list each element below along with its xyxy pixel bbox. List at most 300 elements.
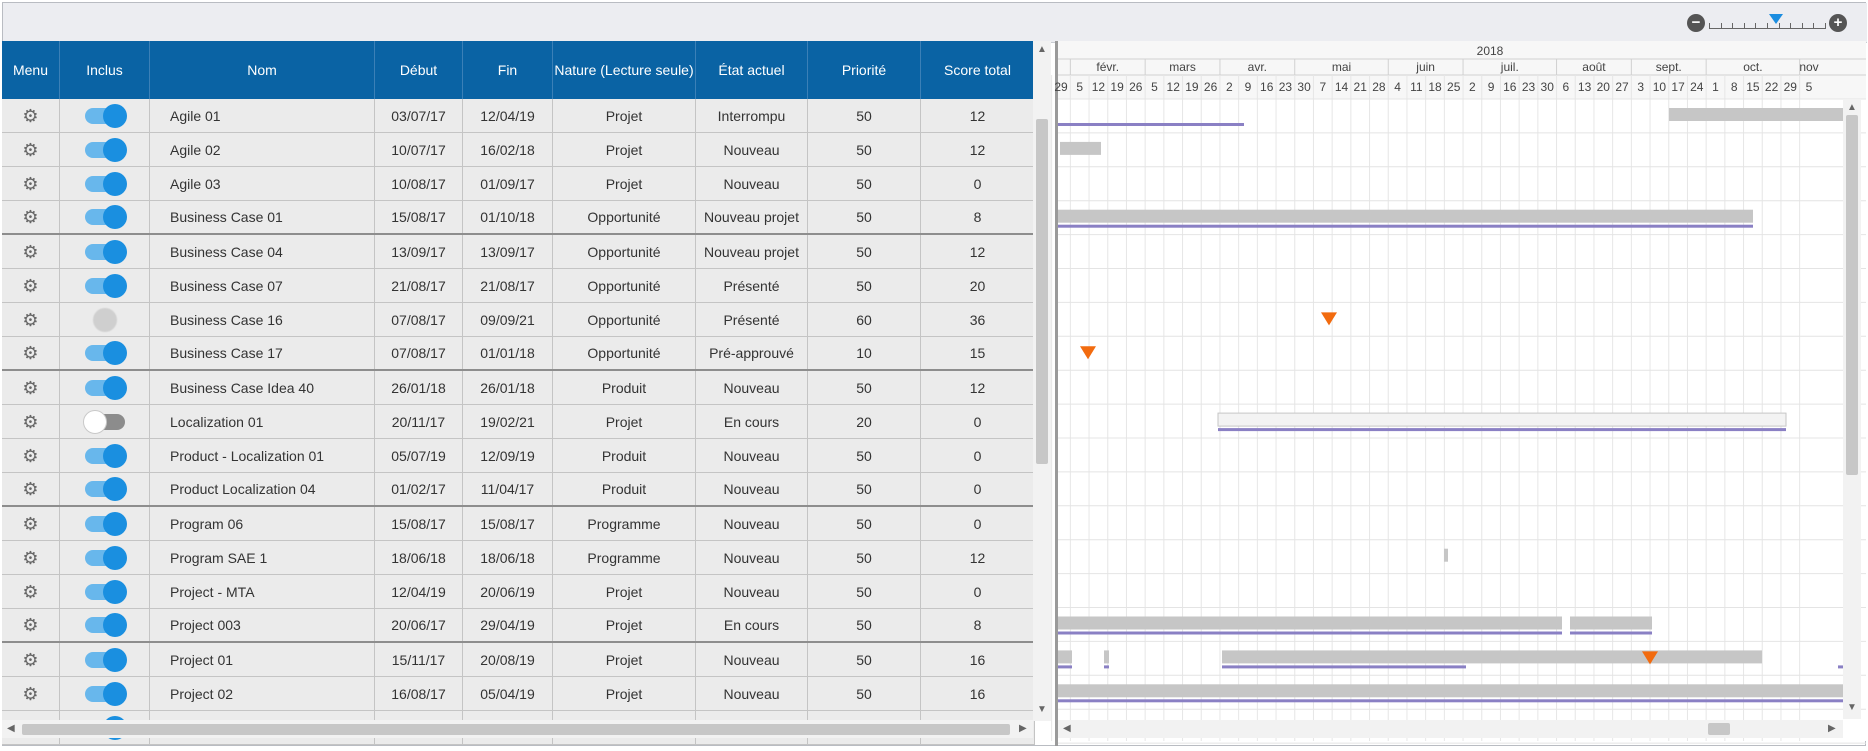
- task-bar: [1444, 549, 1448, 562]
- zoom-tick: [1732, 23, 1733, 29]
- gear-icon[interactable]: ⚙: [22, 275, 39, 296]
- start-cell: 07/08/17: [375, 303, 463, 336]
- score-cell: 0: [921, 575, 1035, 608]
- task-bar: [1060, 142, 1101, 155]
- inclus-cell: [60, 473, 150, 505]
- week-label: 1: [1712, 80, 1719, 94]
- scroll-down-icon[interactable]: ▼: [1037, 704, 1047, 715]
- score-cell: 12: [921, 133, 1035, 166]
- priority-cell: 50: [808, 575, 921, 608]
- end-cell: 13/09/17: [463, 235, 553, 268]
- toolbar: [3, 3, 1867, 43]
- menu-cell: [2, 575, 60, 608]
- gear-icon[interactable]: ⚙: [22, 207, 39, 227]
- toggle-knob: [103, 613, 127, 637]
- month-label: sept.: [1655, 60, 1682, 74]
- menu-cell: [2, 133, 60, 166]
- toggle-knob: [103, 138, 127, 162]
- menu-cell: [2, 235, 60, 268]
- week-label: 2: [1225, 80, 1233, 94]
- nature-cell: Opportunité: [553, 269, 696, 302]
- task-bar: [1058, 210, 1753, 223]
- week-label: 12: [1166, 80, 1180, 94]
- zoom-tick: [1825, 23, 1826, 29]
- start-cell: 10/07/17: [375, 133, 463, 166]
- baseline-bar: [1218, 428, 1786, 431]
- week-label: 23: [1278, 80, 1293, 94]
- end-cell: 01/09/17: [463, 167, 553, 200]
- state-cell: Pré-approuvé: [696, 337, 808, 369]
- menu-cell: [2, 677, 60, 710]
- gear-icon[interactable]: ⚙: [22, 649, 39, 670]
- toggle-knob: [93, 308, 117, 332]
- name-cell: Business Case Idea 40: [150, 371, 375, 404]
- start-cell: 15/08/17: [375, 507, 463, 540]
- gear-icon[interactable]: ⚙: [22, 411, 39, 432]
- baseline-bar: [1104, 665, 1109, 668]
- start-cell: 01/02/17: [375, 473, 463, 505]
- state-cell: En cours: [696, 609, 808, 641]
- start-cell: 20/06/17: [375, 609, 463, 641]
- include-toggle[interactable]: [85, 276, 125, 296]
- scroll-right-icon[interactable]: ▶: [1019, 723, 1027, 734]
- inclus-cell: [60, 371, 150, 404]
- menu-cell: [2, 405, 60, 438]
- week-label: 24: [1690, 80, 1704, 94]
- table-row[interactable]: [2, 643, 1035, 677]
- toggle-knob: [103, 512, 127, 536]
- priority-cell: 20: [808, 405, 921, 438]
- zoom-tick: [1755, 23, 1756, 29]
- gantt-horizontal-scroll-thumb[interactable]: [1708, 723, 1730, 735]
- score-cell: 16: [921, 677, 1035, 710]
- priority-cell: 10: [808, 337, 921, 369]
- score-cell: 0: [921, 507, 1035, 540]
- gear-icon[interactable]: ⚙: [22, 105, 39, 126]
- include-toggle[interactable]: [85, 548, 125, 568]
- gear-icon[interactable]: ⚙: [22, 343, 39, 363]
- start-cell: 05/07/19: [375, 439, 463, 472]
- score-cell: 0: [921, 439, 1035, 472]
- table-row[interactable]: [2, 609, 1035, 643]
- priority-cell: 50: [808, 235, 921, 268]
- include-toggle[interactable]: [85, 514, 125, 534]
- score-cell: 20: [921, 269, 1035, 302]
- score-cell: 0: [921, 473, 1035, 505]
- table-row[interactable]: [2, 167, 1035, 201]
- column-header-start[interactable]: Début: [375, 41, 463, 99]
- name-cell: Business Case 01: [150, 201, 375, 233]
- inclus-cell: [60, 303, 150, 336]
- month-label: oct.: [1743, 60, 1763, 74]
- toggle-knob: [103, 104, 127, 128]
- inclus-cell: [60, 677, 150, 710]
- name-cell: Business Case 07: [150, 269, 375, 302]
- week-label: 16: [1503, 80, 1517, 94]
- gantt-scroll-right-icon[interactable]: ▶: [1828, 723, 1836, 734]
- gantt-scroll-up-icon[interactable]: ▲: [1847, 102, 1857, 113]
- week-label: 12: [1091, 80, 1106, 94]
- nature-cell: Projet: [553, 575, 696, 608]
- toggle-knob: [103, 682, 127, 706]
- table-row[interactable]: [2, 541, 1035, 575]
- menu-cell: [2, 167, 60, 200]
- baseline-bar: [1058, 225, 1753, 228]
- end-cell: 29/04/19: [463, 609, 553, 641]
- include-toggle[interactable]: [85, 378, 125, 398]
- week-label: 17: [1671, 80, 1685, 94]
- nature-cell: Opportunité: [553, 235, 696, 268]
- nature-cell: Projet: [553, 167, 696, 200]
- week-label: 9: [1244, 80, 1252, 94]
- gear-icon[interactable]: ⚙: [22, 683, 39, 704]
- score-cell: 12: [921, 371, 1035, 404]
- toggle-knob: [103, 477, 127, 501]
- week-label: 16: [1260, 80, 1274, 94]
- gantt-vertical-scrollbar[interactable]: [1843, 99, 1861, 719]
- toggle-knob: [103, 172, 127, 196]
- column-header-nature[interactable]: Nature (Lecture seule): [553, 41, 696, 99]
- menu-cell: [2, 99, 60, 132]
- month-label: juin: [1416, 60, 1435, 74]
- week-label: 18: [1428, 80, 1442, 94]
- zoom-slider-thumb[interactable]: [1769, 14, 1783, 24]
- week-label: 14: [1334, 80, 1349, 94]
- name-cell: Agile 01: [150, 99, 375, 132]
- menu-cell: [2, 439, 60, 472]
- state-cell: Nouveau: [696, 133, 808, 166]
- end-cell: 09/09/21: [463, 303, 553, 336]
- priority-cell: 50: [808, 99, 921, 132]
- priority-cell: 50: [808, 677, 921, 710]
- menu-cell: [2, 507, 60, 540]
- start-cell: 10/08/17: [375, 167, 463, 200]
- baseline-bar: [1058, 123, 1244, 126]
- column-header-end[interactable]: Fin: [463, 41, 553, 99]
- task-bar: [1218, 413, 1786, 426]
- table-row[interactable]: [2, 133, 1035, 167]
- zoom-tick: [1744, 23, 1745, 29]
- end-cell: 16/02/18: [463, 133, 553, 166]
- nature-cell: Projet: [553, 405, 696, 438]
- inclus-cell: [60, 507, 150, 540]
- menu-cell: [2, 643, 60, 676]
- gear-icon[interactable]: ⚙: [22, 581, 39, 602]
- gear-icon[interactable]: ⚙: [22, 547, 39, 568]
- start-cell: 15/08/17: [375, 201, 463, 233]
- table-row[interactable]: [2, 337, 1035, 371]
- table-row[interactable]: [2, 677, 1035, 711]
- state-cell: Présenté: [696, 269, 808, 302]
- grid-horizontal-scroll-thumb[interactable]: [22, 724, 1010, 735]
- task-bar: [1104, 650, 1109, 663]
- grid-header: [2, 41, 1035, 99]
- menu-cell: [2, 371, 60, 404]
- table-row[interactable]: [2, 575, 1035, 609]
- gantt-scroll-left-icon[interactable]: ◀: [1063, 723, 1071, 734]
- column-header-state[interactable]: État actuel: [696, 41, 808, 99]
- zoom-out-icon[interactable]: −: [1687, 14, 1705, 32]
- priority-cell: 50: [808, 269, 921, 302]
- scroll-left-icon[interactable]: ◀: [7, 723, 15, 734]
- menu-cell: [2, 269, 60, 302]
- week-label: 29: [1054, 80, 1068, 94]
- gantt-horizontal-scrollbar[interactable]: [1058, 720, 1843, 738]
- task-bar: [1058, 684, 1848, 697]
- name-cell: Localization 01: [150, 405, 375, 438]
- end-cell: 05/04/19: [463, 677, 553, 710]
- baseline-bar: [1058, 665, 1072, 668]
- name-cell: Program 06: [150, 507, 375, 540]
- include-toggle[interactable]: [85, 412, 125, 432]
- include-toggle[interactable]: [85, 207, 125, 227]
- nature-cell: Produit: [553, 439, 696, 472]
- score-cell: 16: [921, 643, 1035, 676]
- week-label: 28: [1372, 80, 1386, 94]
- week-label: 27: [1615, 80, 1629, 94]
- table-row[interactable]: [2, 99, 1035, 133]
- end-cell: 12/09/19: [463, 439, 553, 472]
- week-label: 26: [1203, 80, 1218, 94]
- grid-horizontal-scrollbar[interactable]: [2, 720, 1033, 738]
- zoom-tick: [1767, 23, 1768, 29]
- toggle-knob: [103, 648, 127, 672]
- toggle-knob: [103, 546, 127, 570]
- name-cell: Program SAE 1: [150, 541, 375, 574]
- task-bar: [1669, 108, 1848, 121]
- priority-cell: 50: [808, 643, 921, 676]
- table-row[interactable]: [2, 405, 1035, 439]
- zoom-tick: [1802, 23, 1803, 29]
- week-label: 13: [1577, 80, 1592, 94]
- name-cell: Project 02: [150, 677, 375, 710]
- state-cell: Nouveau: [696, 507, 808, 540]
- zoom-slider-track[interactable]: [1709, 28, 1825, 29]
- gantt-canvas: [1054, 41, 1866, 741]
- state-cell: Nouveau: [696, 575, 808, 608]
- end-cell: 26/01/18: [463, 371, 553, 404]
- priority-cell: 50: [808, 201, 921, 233]
- start-cell: 16/08/17: [375, 677, 463, 710]
- gear-icon[interactable]: ⚙: [22, 615, 39, 635]
- gear-icon[interactable]: ⚙: [22, 377, 39, 398]
- toggle-knob: [83, 410, 107, 434]
- gear-icon[interactable]: ⚙: [22, 479, 39, 499]
- table-row[interactable]: [2, 371, 1035, 405]
- gear-icon[interactable]: ⚙: [22, 309, 39, 330]
- score-cell: 15: [921, 337, 1035, 369]
- nature-cell: Produit: [553, 473, 696, 505]
- scroll-up-icon[interactable]: ▲: [1037, 44, 1047, 55]
- toggle-knob: [103, 580, 127, 604]
- score-cell: 0: [921, 405, 1035, 438]
- end-cell: 01/01/18: [463, 337, 553, 369]
- grid-body: [2, 99, 1035, 713]
- priority-cell: 50: [808, 507, 921, 540]
- name-cell: Agile 02: [150, 133, 375, 166]
- week-label: 5: [1076, 80, 1084, 94]
- column-header-toggle[interactable]: Inclus: [60, 41, 150, 99]
- baseline-bar: [1570, 632, 1652, 635]
- start-cell: 12/04/19: [375, 575, 463, 608]
- gear-icon[interactable]: ⚙: [22, 445, 39, 466]
- gear-icon[interactable]: ⚙: [22, 173, 39, 194]
- nature-cell: Opportunité: [553, 303, 696, 336]
- include-toggle[interactable]: [85, 446, 125, 466]
- baseline-bar: [1058, 699, 1848, 702]
- include-toggle[interactable]: [85, 140, 125, 160]
- week-label: 5: [1151, 80, 1158, 94]
- grid-vertical-scroll-thumb[interactable]: [1036, 119, 1048, 464]
- state-cell: Nouveau projet: [696, 201, 808, 233]
- toggle-knob: [103, 205, 127, 229]
- inclus-cell: [60, 439, 150, 472]
- gantt-vertical-scroll-thumb[interactable]: [1846, 115, 1858, 475]
- name-cell: Business Case 16: [150, 303, 375, 336]
- nature-cell: Opportunité: [553, 201, 696, 233]
- week-label: 20: [1596, 80, 1610, 94]
- week-label: 19: [1110, 80, 1124, 94]
- task-bar: [1222, 650, 1762, 663]
- inclus-cell: [60, 99, 150, 132]
- priority-cell: 60: [808, 303, 921, 336]
- table-row[interactable]: [2, 269, 1035, 303]
- column-header-priority[interactable]: Priorité: [808, 41, 921, 99]
- zoom-tick: [1721, 23, 1722, 29]
- include-toggle[interactable]: [85, 343, 125, 363]
- zoom-in-icon[interactable]: +: [1829, 14, 1847, 32]
- zoom-control[interactable]: [1687, 12, 1847, 34]
- baseline-bar: [1222, 665, 1466, 668]
- month-label: avr.: [1247, 60, 1268, 74]
- name-cell: Agile 03: [150, 167, 375, 200]
- start-cell: 21/08/17: [375, 269, 463, 302]
- gantt-scroll-down-icon[interactable]: ▼: [1847, 702, 1857, 713]
- week-label: 23: [1521, 80, 1536, 94]
- score-cell: 0: [921, 167, 1035, 200]
- end-cell: 19/02/21: [463, 405, 553, 438]
- nature-cell: Opportunité: [553, 337, 696, 369]
- inclus-cell: [60, 235, 150, 268]
- state-cell: Interrompu: [696, 99, 808, 132]
- include-toggle[interactable]: [85, 684, 125, 704]
- include-toggle[interactable]: [85, 242, 125, 262]
- score-cell: 8: [921, 609, 1035, 641]
- month-label: août: [1582, 60, 1606, 74]
- table-row[interactable]: [2, 439, 1035, 473]
- milestone-icon: [1080, 346, 1096, 359]
- toggle-knob: [103, 341, 127, 365]
- nature-cell: Programme: [553, 541, 696, 574]
- week-label: 10: [1652, 80, 1667, 94]
- gear-icon[interactable]: ⚙: [22, 513, 39, 534]
- state-cell: Nouveau projet: [696, 235, 808, 268]
- week-label: 30: [1297, 80, 1311, 94]
- toggle-knob: [103, 274, 127, 298]
- gear-icon[interactable]: ⚙: [22, 241, 39, 262]
- menu-cell: [2, 541, 60, 574]
- table-row[interactable]: [2, 201, 1035, 235]
- start-cell: 07/08/17: [375, 337, 463, 369]
- name-cell: Business Case 17: [150, 337, 375, 369]
- include-toggle[interactable]: [85, 615, 125, 635]
- week-label: 8: [1730, 80, 1738, 94]
- score-cell: 12: [921, 541, 1035, 574]
- week-label: 29: [1783, 80, 1797, 94]
- week-label: 15: [1746, 80, 1760, 94]
- state-cell: En cours: [696, 405, 808, 438]
- week-label: 11: [1410, 80, 1423, 94]
- end-cell: 20/06/19: [463, 575, 553, 608]
- year-label: 2018: [1476, 44, 1504, 58]
- table-row[interactable]: [2, 303, 1035, 337]
- week-label: 19: [1185, 80, 1199, 94]
- grid-vertical-scrollbar[interactable]: [1033, 41, 1051, 721]
- nature-cell: Projet: [553, 609, 696, 641]
- gear-icon[interactable]: ⚙: [22, 139, 39, 160]
- column-header-score[interactable]: Score total: [921, 41, 1035, 99]
- start-cell: 15/11/17: [375, 643, 463, 676]
- inclus-cell: [60, 167, 150, 200]
- week-label: 21: [1353, 80, 1367, 94]
- nature-cell: Projet: [553, 133, 696, 166]
- priority-cell: 50: [808, 473, 921, 505]
- include-toggle[interactable]: [85, 582, 125, 602]
- column-header-name[interactable]: Nom: [150, 41, 375, 99]
- nature-cell: Produit: [553, 371, 696, 404]
- priority-cell: 50: [808, 439, 921, 472]
- name-cell: Product - Localization 01: [150, 439, 375, 472]
- table-row[interactable]: [2, 235, 1035, 269]
- column-header-menu[interactable]: Menu: [2, 41, 60, 99]
- month-label: nov: [1799, 60, 1819, 74]
- nature-cell: Programme: [553, 507, 696, 540]
- inclus-cell: [60, 405, 150, 438]
- state-cell: Nouveau: [696, 541, 808, 574]
- include-toggle[interactable]: [85, 650, 125, 670]
- nature-cell: Projet: [553, 677, 696, 710]
- start-cell: 20/11/17: [375, 405, 463, 438]
- month-label: mai: [1331, 60, 1352, 74]
- end-cell: 18/06/18: [463, 541, 553, 574]
- zoom-tick: [1790, 23, 1791, 29]
- week-label: 2: [1469, 80, 1476, 94]
- include-toggle[interactable]: [85, 174, 125, 194]
- toggle-knob: [103, 240, 127, 264]
- end-cell: 12/04/19: [463, 99, 553, 132]
- inclus-cell: [60, 133, 150, 166]
- inclus-cell: [60, 643, 150, 676]
- inclus-cell: [60, 541, 150, 574]
- state-cell: Nouveau: [696, 439, 808, 472]
- month-label: juil.: [1500, 60, 1519, 74]
- name-cell: Business Case 04: [150, 235, 375, 268]
- month-label: févr.: [1096, 60, 1120, 74]
- toggle-knob: [103, 376, 127, 400]
- menu-cell: [2, 609, 60, 641]
- include-toggle[interactable]: [85, 479, 125, 499]
- table-row[interactable]: [2, 507, 1035, 541]
- week-label: 3: [1637, 80, 1645, 94]
- priority-cell: 50: [808, 133, 921, 166]
- priority-cell: 50: [808, 541, 921, 574]
- task-bar: [1058, 617, 1562, 630]
- include-toggle[interactable]: [85, 106, 125, 126]
- state-cell: Nouveau: [696, 677, 808, 710]
- state-cell: Nouveau: [696, 473, 808, 505]
- week-label: 25: [1447, 80, 1461, 94]
- table-row[interactable]: [2, 473, 1035, 507]
